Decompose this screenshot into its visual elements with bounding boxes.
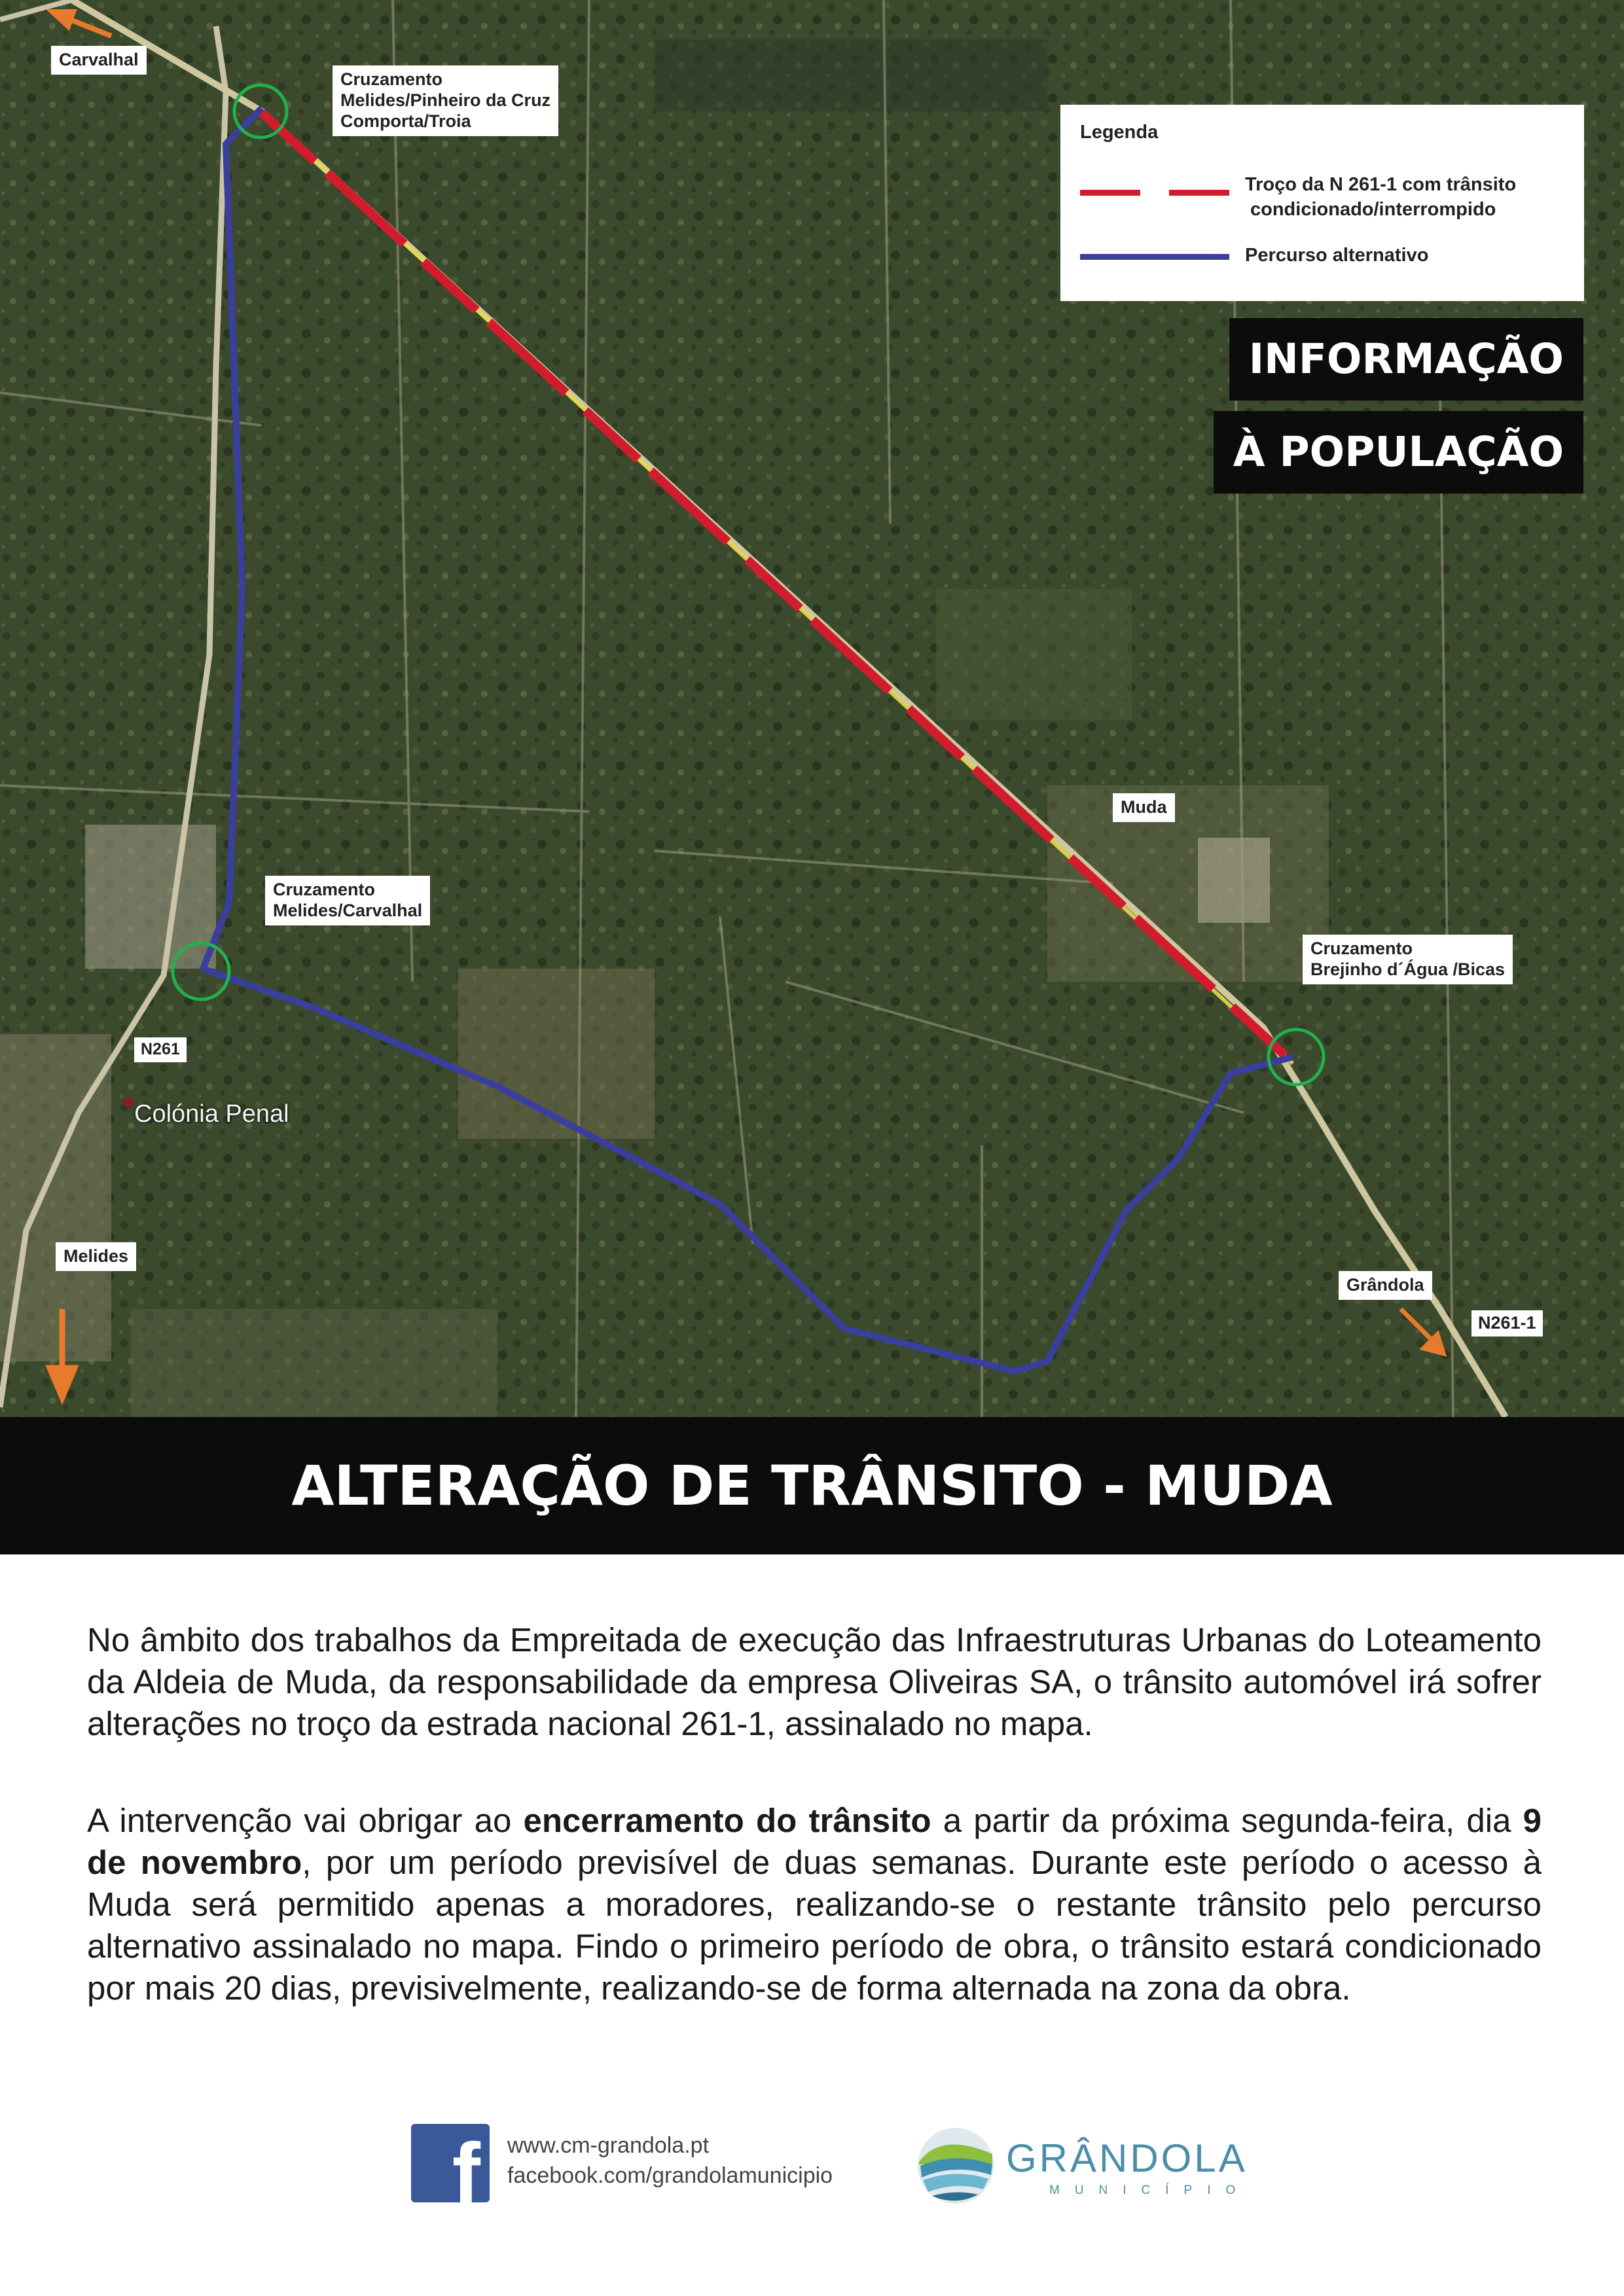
terrain-patch [458,969,655,1139]
place-label-colonia-penal: Colónia Penal [134,1100,289,1128]
info-heading-line-1: INFORMAÇÃO [1229,318,1583,401]
terrain-patch [655,39,1047,111]
legend-label-closed [1245,173,1516,222]
junction-label-pinheiro [333,65,558,136]
body-text-span: , por um período previsível de duas semanas. Durante este período o acesso à Muda será permitido apenas a moradores, realizando-se o restante trânsito pelo percurso alternativo assinalado no mapa. Findo o primeiro período de obra, o trânsito estará condicionado por mais 20 dias, previsivelmente, realizando-se de forma alternada na zona da obra. [87,1844,1542,2007]
junction-label-line: Cruzamento [1310,939,1413,958]
place-label-grandola: Grândola [1339,1271,1432,1300]
body-text-span: a partir da próxima segunda-feira, dia [931,1802,1523,1839]
location-marker-icon [123,1097,134,1107]
facebook-f-glyph: f [452,2125,480,2221]
junction-label-line: Brejinho d´Água /Bicas [1310,959,1506,979]
legend-title: Legenda [1080,122,1159,143]
legend-label-alternative: Percurso alternativo [1245,245,1429,266]
legend-swatch-closed [1169,190,1229,196]
logo-wordmark: GRÂNDOLA [1006,2136,1248,2180]
info-heading-line-2: À POPULAÇÃO [1214,411,1583,493]
body-emphasis: 9 de novembro [87,1802,1542,1881]
logo-subtitle: MUNICÍPIO [1049,2183,1251,2197]
body-emphasis: encerramento do trânsito [523,1802,931,1839]
place-label-melides: Melides [56,1242,136,1271]
terrain-patch [1198,838,1270,923]
place-label-carvalhal: Carvalhal [51,46,147,75]
terrain-patch [131,1309,497,1417]
legend-label-line: condicionado/interrompido [1250,198,1496,220]
terrain-patch [1047,785,1329,982]
facebook-icon[interactable] [411,2124,490,2221]
legend-swatch-closed [1080,190,1140,196]
legend-label-line: Troço da N 261-1 com trânsito [1245,174,1517,195]
page-title: ALTERAÇÃO DE TRÂNSITO - MUDA [0,1417,1624,1554]
junction-label-line: Cruzamento [340,69,443,89]
junction-label-brejinho [1303,935,1513,984]
junction-label-line: Cruzamento [273,880,376,899]
facebook-link[interactable]: facebook.com/grandolamunicipio [507,2163,833,2188]
footer-links [507,2130,833,2191]
terrain-patch [936,589,1132,720]
legend-swatch-alternative [1080,254,1229,260]
junction-label-line: Comporta/Troia [340,111,471,131]
road-label-n261: N261 [134,1037,187,1062]
junction-label-carvalhal [265,876,430,925]
place-label-muda: Muda [1113,793,1175,822]
grandola-logo-icon [915,2125,996,2206]
body-paragraph-1: No âmbito dos trabalhos da Empreitada de execução das Infraestruturas Urbanas do Loteamento da Aldeia de Muda, da responsabilidade da empresa Oliveiras SA, o trânsito automóvel irá sofrer alterações no troço da estrada nacional 261-1, assinalado no mapa. [87,1621,1542,1742]
body-text-span: A intervenção vai obrigar ao [87,1802,524,1839]
junction-label-line: Melides/Pinheiro da Cruz [340,90,551,110]
body-paragraph-2 [87,1800,1542,2009]
map-legend [1060,105,1584,301]
road-label-n261-1: N261-1 [1471,1310,1543,1336]
junction-label-line: Melides/Carvalhal [273,900,423,920]
terrain-patch [85,825,216,969]
website-link[interactable]: www.cm-grandola.pt [507,2133,710,2158]
